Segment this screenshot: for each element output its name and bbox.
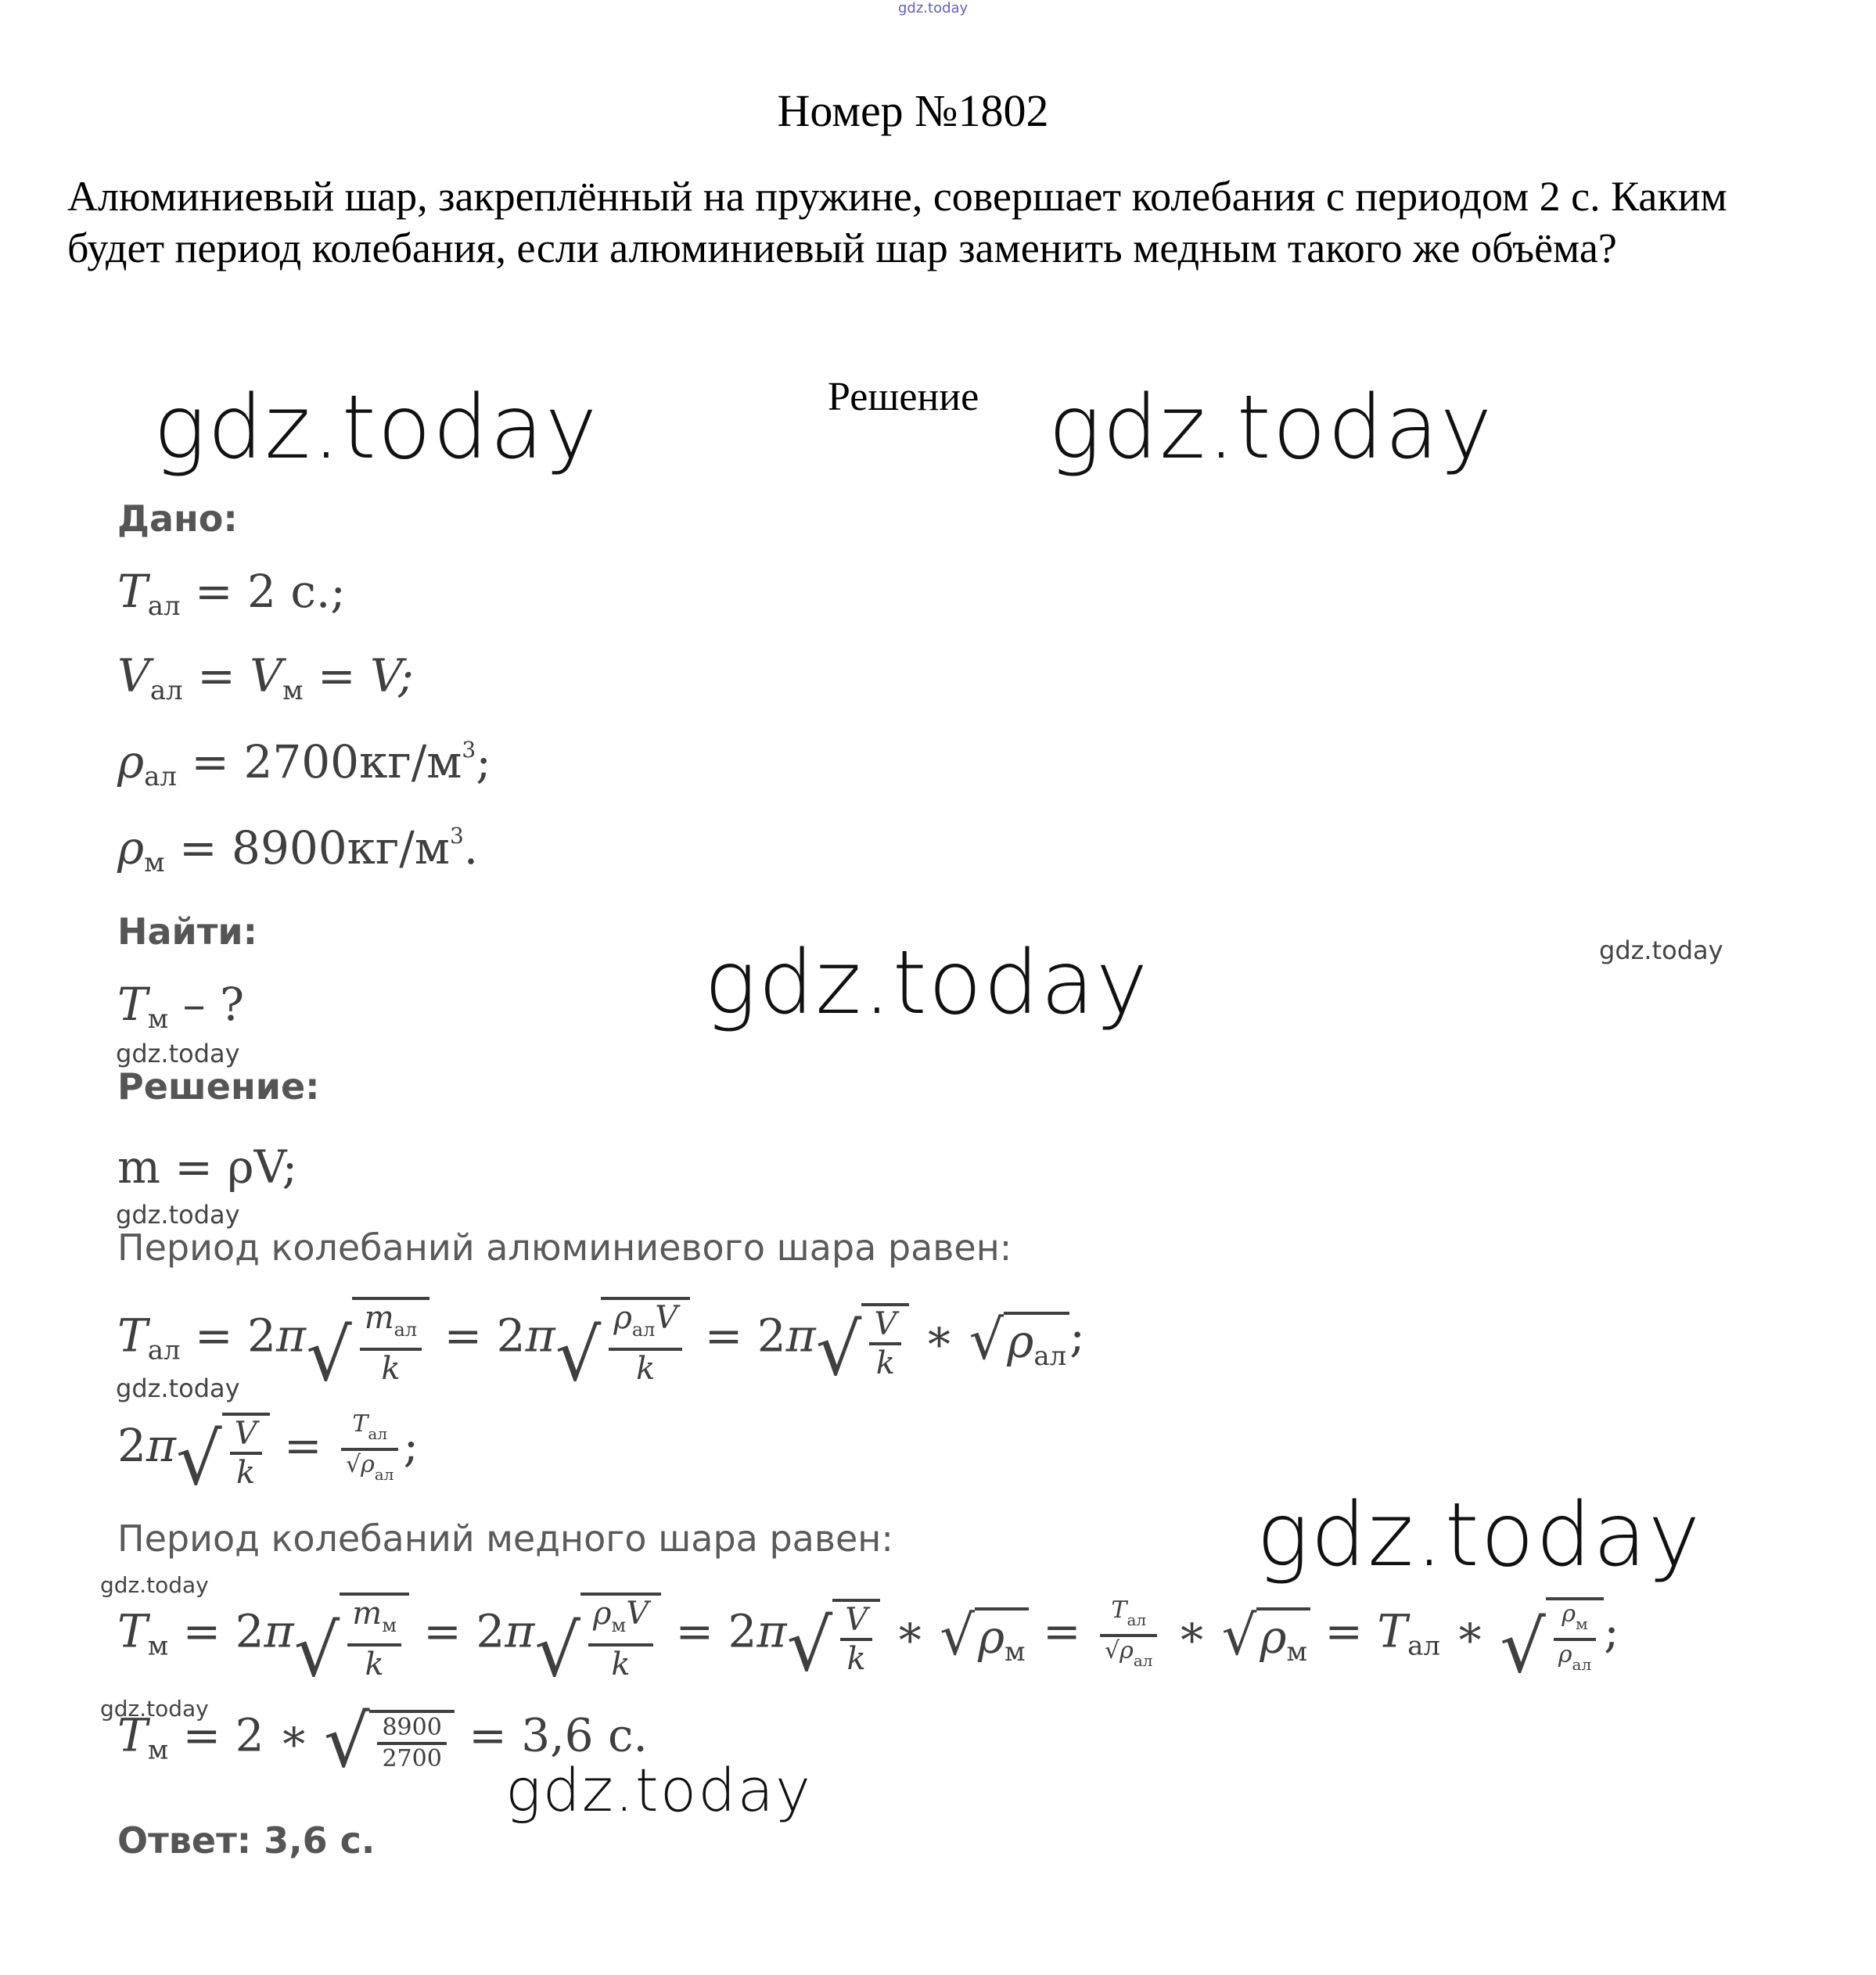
watermark-small-4: gdz.today (116, 1374, 240, 1403)
watermark-big-4: gdz.today (1256, 1485, 1702, 1586)
given-t-al: $T_{ал} = 2$ с.; (117, 565, 346, 622)
aluminum-period-text: Период колебаний алюминиевого шара равен: (117, 1226, 1012, 1269)
page-title: Номер №1802 (777, 85, 1049, 136)
top-watermark: gdz.today (898, 0, 969, 16)
watermark-small-2: gdz.today (116, 1039, 240, 1068)
numeric-formula: $T_м = 2$ ∗ √ $\frac{8900}{2700}$ = 3,6 с. (117, 1699, 648, 1783)
mass-formula: m = ρV; (117, 1140, 298, 1194)
watermark-big-1: gdz.today (153, 377, 599, 479)
numeric-result: = 3,6 с. (469, 1708, 648, 1762)
intermediate-formula: 2π √ $\frac{V}{k}$ = $\frac{T_{ал}}{√\rho_{ал}}$ ; (117, 1410, 419, 1501)
given-rho-al-value: 2700кг/м (243, 735, 462, 788)
numeric-denominator: 2700 (382, 1744, 442, 1772)
watermark-big-5: gdz.today (505, 1755, 812, 1825)
solution-label: Решение: (117, 1065, 320, 1108)
watermark-big-3: gdz.today (704, 932, 1150, 1034)
find-value: $T_м$ – ? (117, 978, 245, 1035)
watermark-small-5: gdz.today (100, 1572, 209, 1598)
problem-text: Алюминиевый шар, закреплённый на пружине, совершает колебания с периодом 2 с. Каким будет период колебания, если алюминиевый шар заменить медным такого же объёма? (67, 173, 1727, 271)
copper-period-formula: $T_м = 2\pi$ √ $\frac{m_м}{k}$ = 2π √ $\frac{\rho_мV}{k}$ = 2π √ $\frac{V}{k}$ ∗ √ $\rho_м$ = $\frac{T_{ал}}{√\rho_{ал}}$ ∗ √ $\rho_м$ = $T_{ал}$ ∗ √ $\frac{\rho_м}{\rho_{ал}}$ ; (117, 1588, 1619, 1682)
find-label: Найти: (117, 910, 258, 953)
watermark-small-6: gdz.today (100, 1696, 209, 1722)
aluminum-period-formula: $T_{ал} = 2\pi$ √ $\frac{m_{ал}}{k}$ = 2π √ $\frac{\rho_{ал}V}{k}$ = 2π √ $\frac{V}{k}$ ∗ √ $\rho_{ал}$ ; (117, 1292, 1085, 1387)
numeric-numerator: 8900 (377, 1714, 446, 1745)
answer-text: Ответ: 3,6 с. (117, 1819, 376, 1862)
watermark-small-1: gdz.today (1599, 935, 1723, 965)
given-rho-m-value: 8900кг/м (232, 821, 450, 874)
copper-period-text: Период колебаний медного шара равен: (117, 1517, 893, 1560)
watermark-small-3: gdz.today (116, 1200, 240, 1230)
given-label: Дано: (117, 497, 238, 540)
given-t-al-value: 2 с.; (247, 565, 346, 618)
find-text: – ? (182, 978, 245, 1031)
given-rho-al: $\rho_{ал} = 2700кг/м^3$; (117, 735, 491, 792)
given-volume-value: V; (370, 649, 414, 702)
watermark-big-2: gdz.today (1048, 377, 1494, 479)
solution-heading: Решение (828, 375, 979, 419)
given-rho-m: $\rho_м = 8900кг/м^3$. (117, 821, 479, 878)
given-volume: $V_{ал} = V_м = V$; (117, 649, 414, 706)
